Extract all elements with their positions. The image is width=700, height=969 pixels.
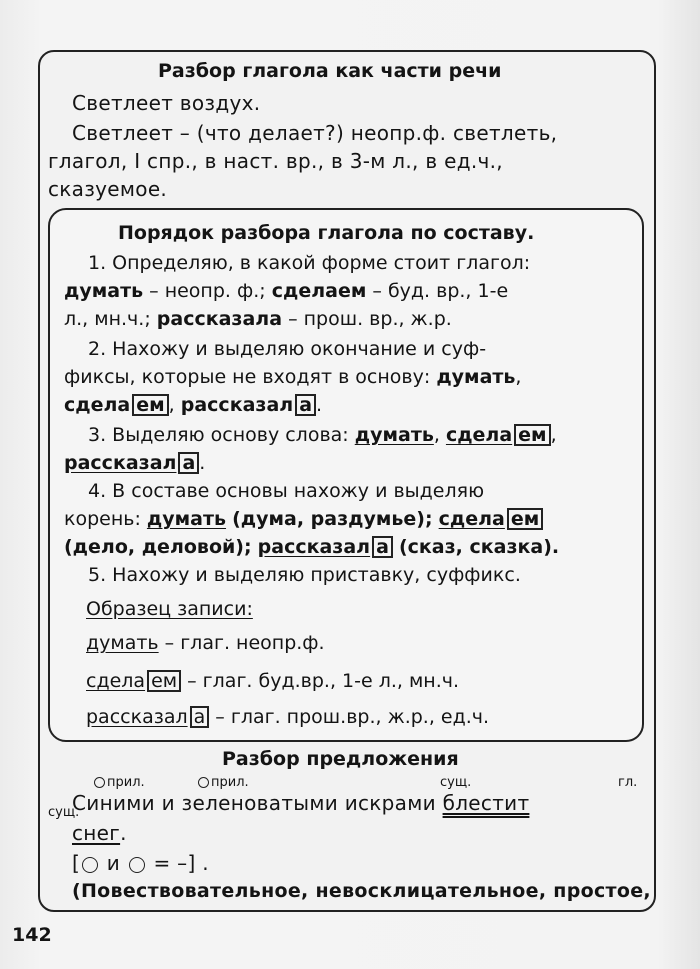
step-1-text-b: – буд. вр., 1-е xyxy=(366,280,509,302)
sample-3-text: – глаг. прош.вр., ж.р., ед.ч. xyxy=(209,706,490,728)
analysis-line-3: сказуемое. xyxy=(48,177,168,201)
word-sdelaem: сделаем xyxy=(271,280,367,302)
circle-icon xyxy=(94,777,105,788)
analysis-line-1: Светлеет – (что делает?) неопр.ф. светлеть, xyxy=(72,121,558,145)
sentence-analysis-title: Разбор предложения xyxy=(222,748,459,770)
step-3-line-1: 3. Выделяю основу слова: думать, сдела ем , xyxy=(88,424,557,446)
step-1-text-c: л., мн.ч.; xyxy=(64,308,157,330)
sample-ending-a: а xyxy=(190,706,210,728)
step-4-line-1: 4. В составе основы нахожу и выделяю xyxy=(88,480,485,502)
step-4-line-2 xyxy=(64,508,543,530)
sample-ending-em: ем xyxy=(147,670,181,692)
word-rasskazal: рассказал xyxy=(180,394,294,416)
ending-a: а xyxy=(295,394,316,416)
step-2-line-3: сдела ем , рассказал а . xyxy=(64,394,323,416)
word-rasskazala: рассказала xyxy=(156,308,283,330)
sample-word-dumat: думать xyxy=(86,632,159,654)
step-4-line-3 xyxy=(64,536,559,558)
step-2-text: фиксы, которые не входят в основу: xyxy=(64,366,437,388)
root-examples-1: (дума, раздумье); xyxy=(232,508,433,530)
sample-word-rasskazal: рассказал xyxy=(86,706,188,728)
sentence-text: Синими и зеленоватыми искрами xyxy=(72,791,443,815)
sample-1-text: – глаг. неопр.ф. xyxy=(158,632,325,654)
sentence-characteristics: (Повествовательное, невосклицательное, простое, xyxy=(72,880,651,902)
example-sentence: Светлеет воздух. xyxy=(72,91,261,115)
sample-word-sdela: сдела xyxy=(86,670,146,692)
circle-icon xyxy=(198,777,209,788)
word-dumat-ending: думать xyxy=(436,366,516,388)
step-1-line-1: 1. Определяю, в какой форме стоит глагол: xyxy=(88,252,531,274)
root-rasskazal: рассказал xyxy=(257,536,371,558)
root-ending-em: ем xyxy=(507,508,543,530)
sentence-scheme: [ и = –] . xyxy=(72,851,209,875)
root-examples-2: (дело, деловой); xyxy=(64,536,252,558)
stem-rasskazal: рассказал xyxy=(64,452,177,474)
step-1-text-a: – неопр. ф.; xyxy=(143,280,272,302)
verb-analysis-title: Разбор глагола как части речи xyxy=(158,60,502,82)
stem-ending-em: ем xyxy=(514,424,550,446)
sample-title: Образец записи: xyxy=(86,598,253,620)
sentence-line-1 xyxy=(72,792,529,814)
root-ending-a: а xyxy=(372,536,393,558)
scheme-rest: = –] . xyxy=(153,851,209,875)
sample-2 xyxy=(86,670,459,692)
root-sdela: сдела xyxy=(438,508,505,530)
circle-icon xyxy=(82,857,98,873)
circle-icon xyxy=(129,857,145,873)
scheme-and: и xyxy=(106,851,121,875)
composition-title: Порядок разбора глагола по составу. xyxy=(118,222,535,244)
word-dumat: думать xyxy=(64,280,144,302)
label-adj-2-text: прил. xyxy=(211,775,249,790)
stem-dumat: думать xyxy=(354,424,434,446)
label-noun-2: сущ. xyxy=(48,805,80,820)
sentence-line-2 xyxy=(72,822,127,844)
root-examples-3: (сказ, сказка). xyxy=(398,536,560,558)
sample-3 xyxy=(86,706,489,728)
step-2-line-1: 2. Нахожу и выделяю окончание и суф- xyxy=(88,338,487,360)
step-1-line-3 xyxy=(64,308,452,330)
label-verb: гл. xyxy=(618,775,638,790)
step-3-text: 3. Выделяю основу слова: xyxy=(88,424,355,446)
label-adj-1 xyxy=(92,776,145,790)
subject: снег xyxy=(72,821,121,845)
word-sdela: сдела xyxy=(64,394,131,416)
analysis-line-2: глагол, I спр., в наст. вр., в 3-м л., в ед.ч., xyxy=(48,149,503,173)
step-2-line-2: фиксы, которые не входят в основу: думать, xyxy=(64,366,522,388)
sample-2-text: – глаг. буд.вр., 1-е л., мн.ч. xyxy=(181,670,460,692)
step-1-line-2 xyxy=(64,280,508,302)
stem-ending-a: а xyxy=(178,452,199,474)
root-dumat: думать xyxy=(146,508,227,530)
label-adj-2 xyxy=(196,776,249,790)
stem-sdela: сдела xyxy=(445,424,513,446)
label-noun-1: сущ. xyxy=(440,775,472,790)
page-number: 142 xyxy=(12,924,52,946)
step-5: 5. Нахожу и выделяю приставку, суффикс. xyxy=(88,564,521,586)
step-1-text-d: – прош. вр., ж.р. xyxy=(282,308,452,330)
predicate: блестит xyxy=(442,791,530,815)
step-4-text: корень: xyxy=(64,508,147,530)
step-3-line-2: рассказал а . xyxy=(64,452,206,474)
label-adj-1-text: прил. xyxy=(107,775,145,790)
sample-1 xyxy=(86,632,325,654)
ending-em: ем xyxy=(132,394,168,416)
sentence-end: . xyxy=(120,821,127,845)
